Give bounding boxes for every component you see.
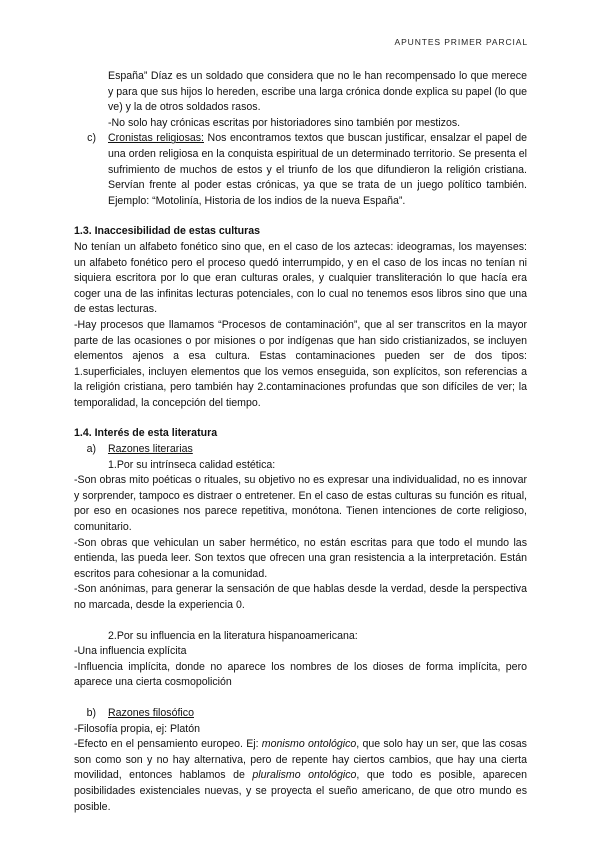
- paragraph: -Una influencia explícita: [74, 645, 187, 658]
- subheading: 1.Por su intrínseca calidad estética:: [108, 458, 276, 471]
- section-heading: 1.3. Inaccesibilidad de estas culturas: [74, 225, 261, 238]
- paragraph: -Son obras que vehiculan un saber hermético, no están escritas para que todo el mundo las entienda, las pueda leer. Son textos que ofrecen una gran resistencia a la interpretación. Están escritos para cohesionar a la comunidad.: [74, 536, 527, 580]
- subheading: 2.Por su influencia en la literatura hispanoamericana:: [108, 629, 358, 642]
- paragraph: -Son anónimas, para generar la sensación de que hablas desde la verdad, desde la perspectiva no marcada, desde la experiencia 0.: [74, 583, 527, 611]
- italic-term: pluralismo ontológico: [252, 769, 357, 782]
- running-header: APUNTES PRIMER PARCIAL: [394, 37, 528, 47]
- list-item-c: [74, 131, 527, 209]
- page-content: [74, 69, 527, 815]
- list-item-body: Nos encontramos textos que buscan justificar, ensalzar el papel de una orden religiosa en la conquista espiritual de un determinado territorio. Se presenta el sufrimiento de muchos de estos y el triunfo de los que difundieron la religión cristiana. Servían frente al poder estas crónicas, ya que se trata de un juego político también. Ejemplo: “Motolinía, Historia de los indios de la nueva España”.: [108, 132, 527, 207]
- list-marker: c): [87, 132, 96, 145]
- spacer: [74, 614, 527, 629]
- list-marker: b): [86, 706, 96, 719]
- text-run: , que todo es posible, aparecen posibilidades existenciales nuevas, y se proyecta el sueño americano, de que otro mundo es posible.: [74, 769, 527, 813]
- section-heading: 1.4. Interés de esta literatura: [74, 427, 218, 440]
- paragraph: -Son obras mito poéticas o rituales, su objetivo no es expresar una individualidad, no es innovar y sorprender, tampoco es distraer o entretener. En el caso de estas culturas su función es ritual, por eso en ocasiones nos parece repetitiva, monótona. Tienen intenciones de corte religioso, comunitario.: [74, 474, 527, 534]
- list-item-title: Razones filosófico: [108, 706, 194, 719]
- paragraph: -Influencia implícita, donde no aparece los nombres de los dioses de forma implícita, pero aparece una cierta cosmopolición: [74, 660, 527, 689]
- paragraph: [74, 737, 527, 815]
- list-item-title: Cronistas religiosas:: [108, 132, 204, 145]
- paragraph: España” Díaz es un soldado que considera que no le han recompensado lo que merece y para que sus hijos lo hereden, escribe una larga crónica donde explica su papel (lo que ve) y la de otros soldados rasos.: [108, 70, 527, 114]
- paragraph: -Hay procesos que llamamos “Procesos de contaminación”, que al ser transcritos en la mayor parte de las ocasiones o por misiones o por indígenas que han sido cristianizados, se incluyen elementos ajenos a esa cultura. Estas contaminaciones pueden ser de dos tipos: 1.superficiales, incluyen elementos que los vemos enseguida, son explícitos, son referencias a la religión cristiana, pero también hay 2.contaminaciones profundas que son difíciles de ver; la temporalidad, la concepción del tiempo.: [74, 318, 527, 409]
- text-run: , que solo hay un ser, que las cosas son como son y no hay alternativa, pero de repente hay ciertos cambios, que hay una cierta movilidad, entonces hablamos de: [74, 738, 527, 782]
- paragraph: -No solo hay crónicas escritas por historiadores sino también por mestizos.: [108, 116, 461, 129]
- paragraph: No tenían un alfabeto fonético sino que, en el caso de los aztecas: ideogramas, los mayenses: un alfabeto fonético pero el proceso quedó interrumpido, y en el caso de los incas no tenían ni siquiera escritora por lo que eran culturas orales, y cualquier transliteración lo que hacía era coger una de las infinitas lecturas potenciales, con lo cual no tenemos esos libros sino que una de estas lecturas.: [74, 240, 527, 316]
- list-item-text: [108, 131, 527, 209]
- paragraph: -Filosofía propia, ej: Platón: [74, 722, 201, 735]
- spacer: [74, 691, 527, 706]
- list-item-b: [74, 706, 527, 722]
- list-marker: a): [86, 443, 96, 456]
- italic-term: monismo ontológico: [261, 738, 357, 751]
- list-item-a: [74, 442, 527, 458]
- text-run: -Efecto en el pensamiento europeo. Ej:: [74, 738, 262, 751]
- list-item-title: Razones literarias: [108, 443, 193, 456]
